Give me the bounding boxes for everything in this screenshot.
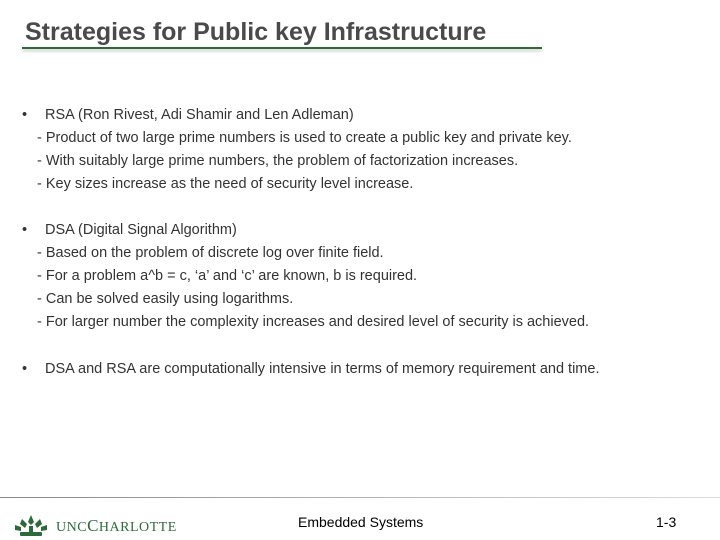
bullet-summary: •	[22, 361, 28, 377]
footer-page-number: 1-3	[656, 514, 677, 530]
footer-logo	[12, 512, 177, 540]
title-underline	[22, 47, 542, 49]
dsa-point: - Can be solved easily using logarithms.	[37, 291, 294, 307]
logo-wordmark-c: C	[87, 516, 99, 535]
dsa-point: - For a problem a^b = c, ‘a’ and ‘c’ are known, b is required.	[37, 268, 418, 284]
footer-course-title: Embedded Systems	[298, 514, 424, 530]
bullet-rsa: •	[22, 107, 28, 123]
rsa-point: - With suitably large prime numbers, the problem of factorization increases.	[37, 153, 519, 169]
logo-wordmark-unc: UNC	[56, 520, 88, 535]
slide-title: Strategies for Public key Infrastructure	[25, 18, 487, 46]
rsa-heading: RSA (Ron Rivest, Adi Shamir and Len Adleman)	[45, 107, 354, 123]
logo-wordmark	[56, 516, 177, 536]
logo-wordmark-rest: HARLOTTE	[98, 520, 177, 535]
dsa-point: - Based on the problem of discrete log over finite field.	[37, 245, 384, 261]
rsa-point: - Product of two large prime numbers is used to create a public key and private key.	[37, 130, 572, 146]
rsa-point: - Key sizes increase as the need of security level increase.	[37, 176, 414, 192]
bullet-dsa: •	[22, 222, 28, 238]
unc-charlotte-crown-logo-icon	[12, 513, 50, 539]
dsa-heading: DSA (Digital Signal Algorithm)	[45, 222, 237, 238]
dsa-point: - For larger number the complexity increases and desired level of security is achieved.	[37, 314, 590, 330]
footer-divider	[0, 497, 720, 498]
summary-line: DSA and RSA are computationally intensive in terms of memory requirement and time.	[45, 361, 600, 377]
